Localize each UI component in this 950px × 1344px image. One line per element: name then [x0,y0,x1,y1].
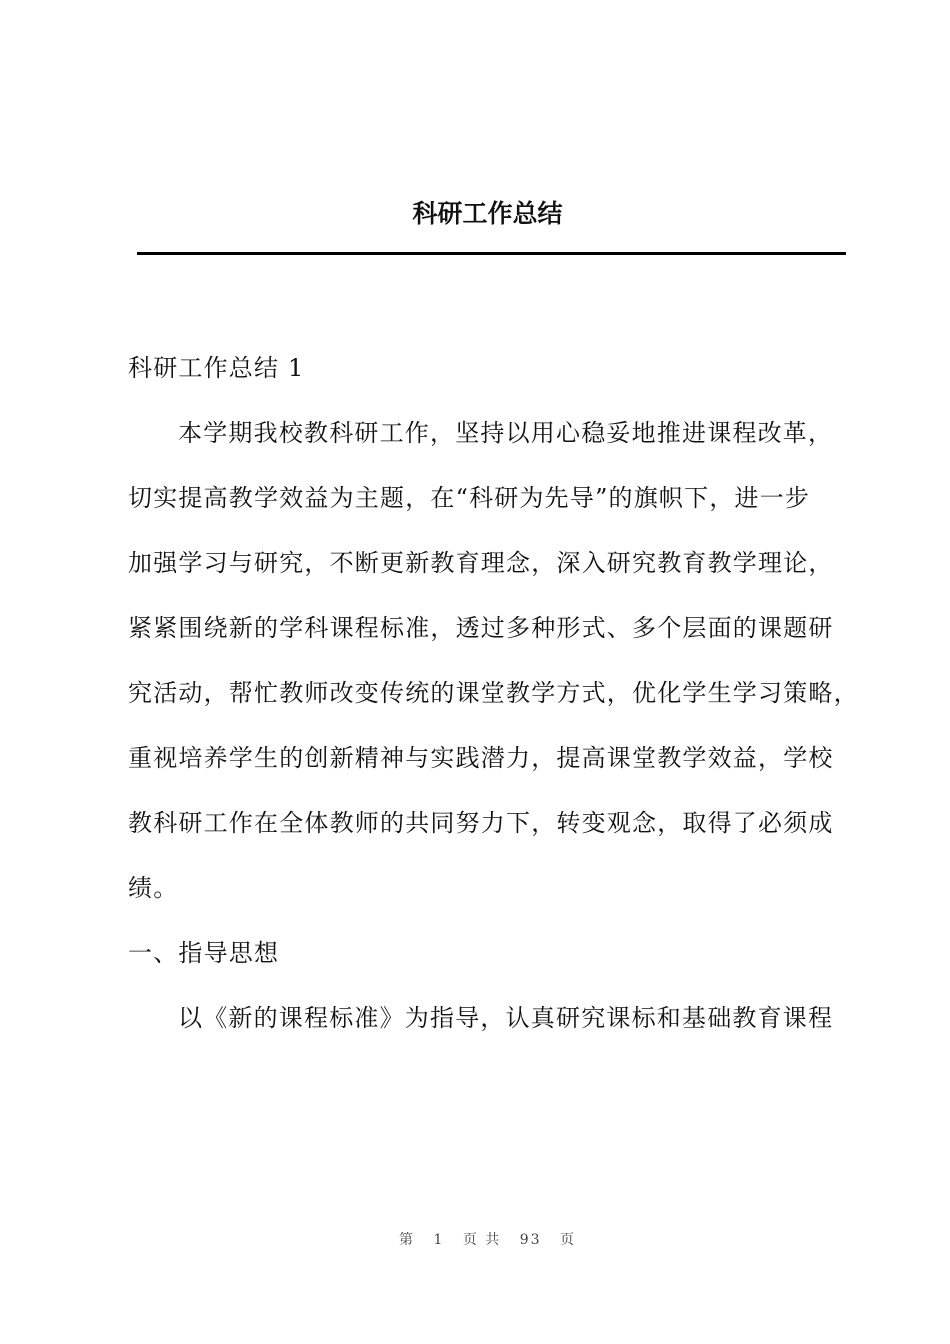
paragraph-1-line: 重视培养学生的创新精神与实践潜力，提高课堂教学效益，学校 [128,744,834,772]
paragraph-1-line: 紧紧围绕新的学科课程标准，透过多种形式、多个层面的课题研 [128,614,834,642]
footer-total-pages: 93 [519,1232,542,1248]
paragraph-1-line: 教科研工作在全体教师的共同努力下，转变观念，取得了必须成 [128,809,834,837]
section-subtitle: 科研工作总结 1 [128,354,305,382]
footer-prefix: 第 [398,1232,415,1248]
paragraph-1-line: 本学期我校教科研工作，坚持以用心稳妥地推进课程改革， [178,419,834,447]
footer-page-number: 1 [433,1232,445,1248]
paragraph-2 [128,986,850,1051]
document-title: 科研工作总结 [412,199,563,228]
footer-middle: 页 共 [462,1232,502,1248]
paragraph-1 [128,401,859,921]
title-underline [137,252,846,255]
page-footer [0,1228,950,1252]
section-heading-guiding-ideology: 一、指导思想 [128,939,280,967]
paragraph-1-line: 切实提高教学效益为主题，在“科研为先导”的旗帜下，进一步 [128,484,811,512]
footer-suffix: 页 [560,1232,576,1248]
document-body [128,336,859,1051]
paragraph-1-line: 加强学习与研究，不断更新教育理念，深入研究教育教学理论， [128,549,834,577]
paragraph-1-line: 绩。 [128,874,179,902]
paragraph-2-line: 以《新的课程标准》为指导，认真研究课标和基础教育课程 [178,1004,834,1032]
paragraph-1-line: 究活动，帮忙教师改变传统的课堂教学方式，优化学生学习策略， [128,679,859,707]
